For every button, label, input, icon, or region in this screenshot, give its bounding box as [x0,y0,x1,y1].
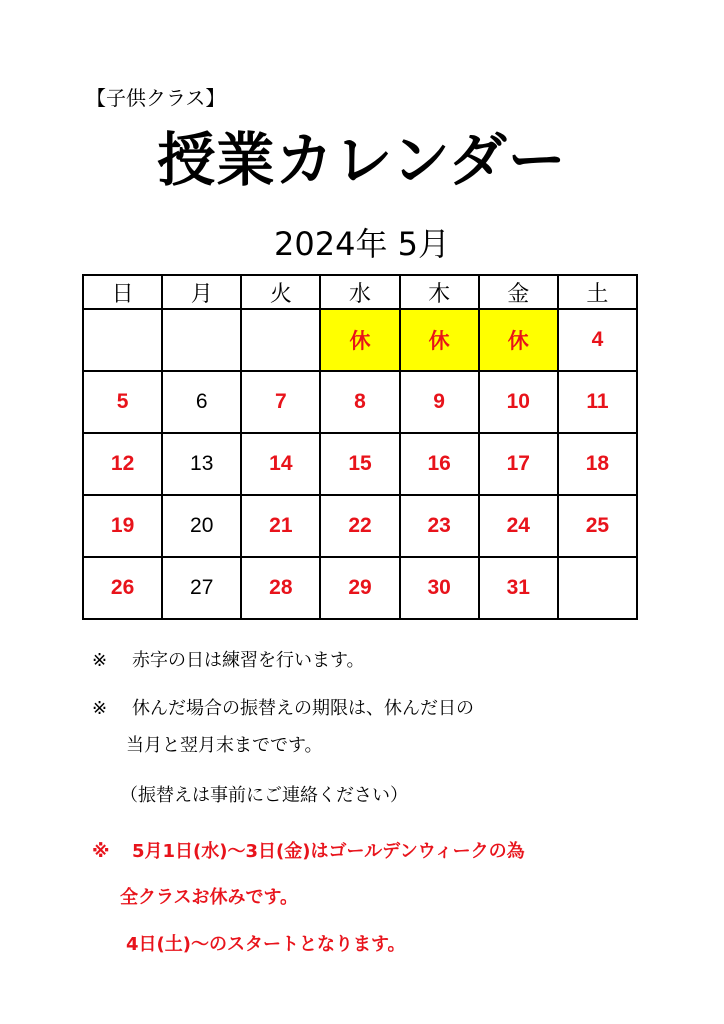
month-heading: 2024年 5月 [274,225,450,263]
weekday-friday: 金 [479,275,558,309]
note-makeup-text-line2: 当月と翌月末までです。 [126,735,323,756]
calendar-day-cell: 23 [400,495,479,557]
weekday-wednesday: 水 [320,275,399,309]
calendar-body [83,309,637,619]
empty-day-cell [558,557,637,619]
calendar-table [82,274,638,620]
calendar-day-cell: 27 [162,557,241,619]
weekday-thursday: 木 [400,275,479,309]
note-contact [120,783,408,809]
page-title: 授業カレンダー [157,126,567,194]
calendar-day-cell: 7 [241,371,320,433]
calendar-day-cell: 9 [400,371,479,433]
note-golden-week-line3 [126,932,406,958]
calendar-day-cell: 25 [558,495,637,557]
calendar-day-cell: 15 [320,433,399,495]
calendar-day-cell: 20 [162,495,241,557]
calendar-day-cell: 16 [400,433,479,495]
calendar-day-cell: 29 [320,557,399,619]
note-golden-week-line2 [120,885,298,911]
holiday-cell: 休 [479,309,558,371]
calendar-day-cell: 26 [83,557,162,619]
calendar-day-cell: 31 [479,557,558,619]
note-golden-week-text-line3: 4日(土)～のスタートとなります。 [126,934,406,955]
empty-day-cell [83,309,162,371]
calendar-day-cell: 21 [241,495,320,557]
note-makeup [92,696,474,722]
calendar-day-cell: 22 [320,495,399,557]
note-makeup-text-line1: 休んだ場合の振替えの期限は、休んだ日の [132,698,474,719]
note-golden-week-line1: 5月1日(水)～3日(金)はゴールデンウィークの為 [132,841,525,862]
weekday-tuesday: 火 [241,275,320,309]
holiday-cell: 休 [400,309,479,371]
calendar-day-cell: 12 [83,433,162,495]
note-practice-text: 赤字の日は練習を行います。 [132,650,365,671]
note-contact-text: （振替えは事前にご連絡ください） [120,785,408,806]
note-makeup-line2 [126,733,323,759]
calendar-week-row [83,557,637,619]
note-practice [92,648,365,674]
calendar-day-cell: 18 [558,433,637,495]
calendar-week-row [83,309,637,371]
subtitle: 【子供クラス】 [86,86,226,110]
holiday-cell: 休 [320,309,399,371]
calendar-day-cell: 14 [241,433,320,495]
calendar-day-cell: 6 [162,371,241,433]
calendar-day-cell: 24 [479,495,558,557]
note-mark: ※ [92,650,108,671]
calendar-day-cell: 30 [400,557,479,619]
empty-day-cell [162,309,241,371]
note-mark: ※ [92,698,108,719]
calendar-day-cell: 4 [558,309,637,371]
calendar-day-cell: 11 [558,371,637,433]
calendar-day-cell: 13 [162,433,241,495]
calendar-week-row [83,371,637,433]
calendar-day-cell: 17 [479,433,558,495]
calendar-week-row [83,433,637,495]
weekday-header-row [83,275,637,309]
calendar-day-cell: 10 [479,371,558,433]
calendar-day-cell: 8 [320,371,399,433]
note-mark-red: ※ [92,841,110,862]
empty-day-cell [241,309,320,371]
calendar-week-row [83,495,637,557]
note-golden-week-text-line2: 全クラスお休みです。 [120,887,299,908]
weekday-sunday: 日 [83,275,162,309]
weekday-monday: 月 [162,275,241,309]
weekday-saturday: 土 [558,275,637,309]
calendar-day-cell: 28 [241,557,320,619]
calendar-day-cell: 19 [83,495,162,557]
calendar-day-cell: 5 [83,371,162,433]
note-golden-week [92,839,525,865]
